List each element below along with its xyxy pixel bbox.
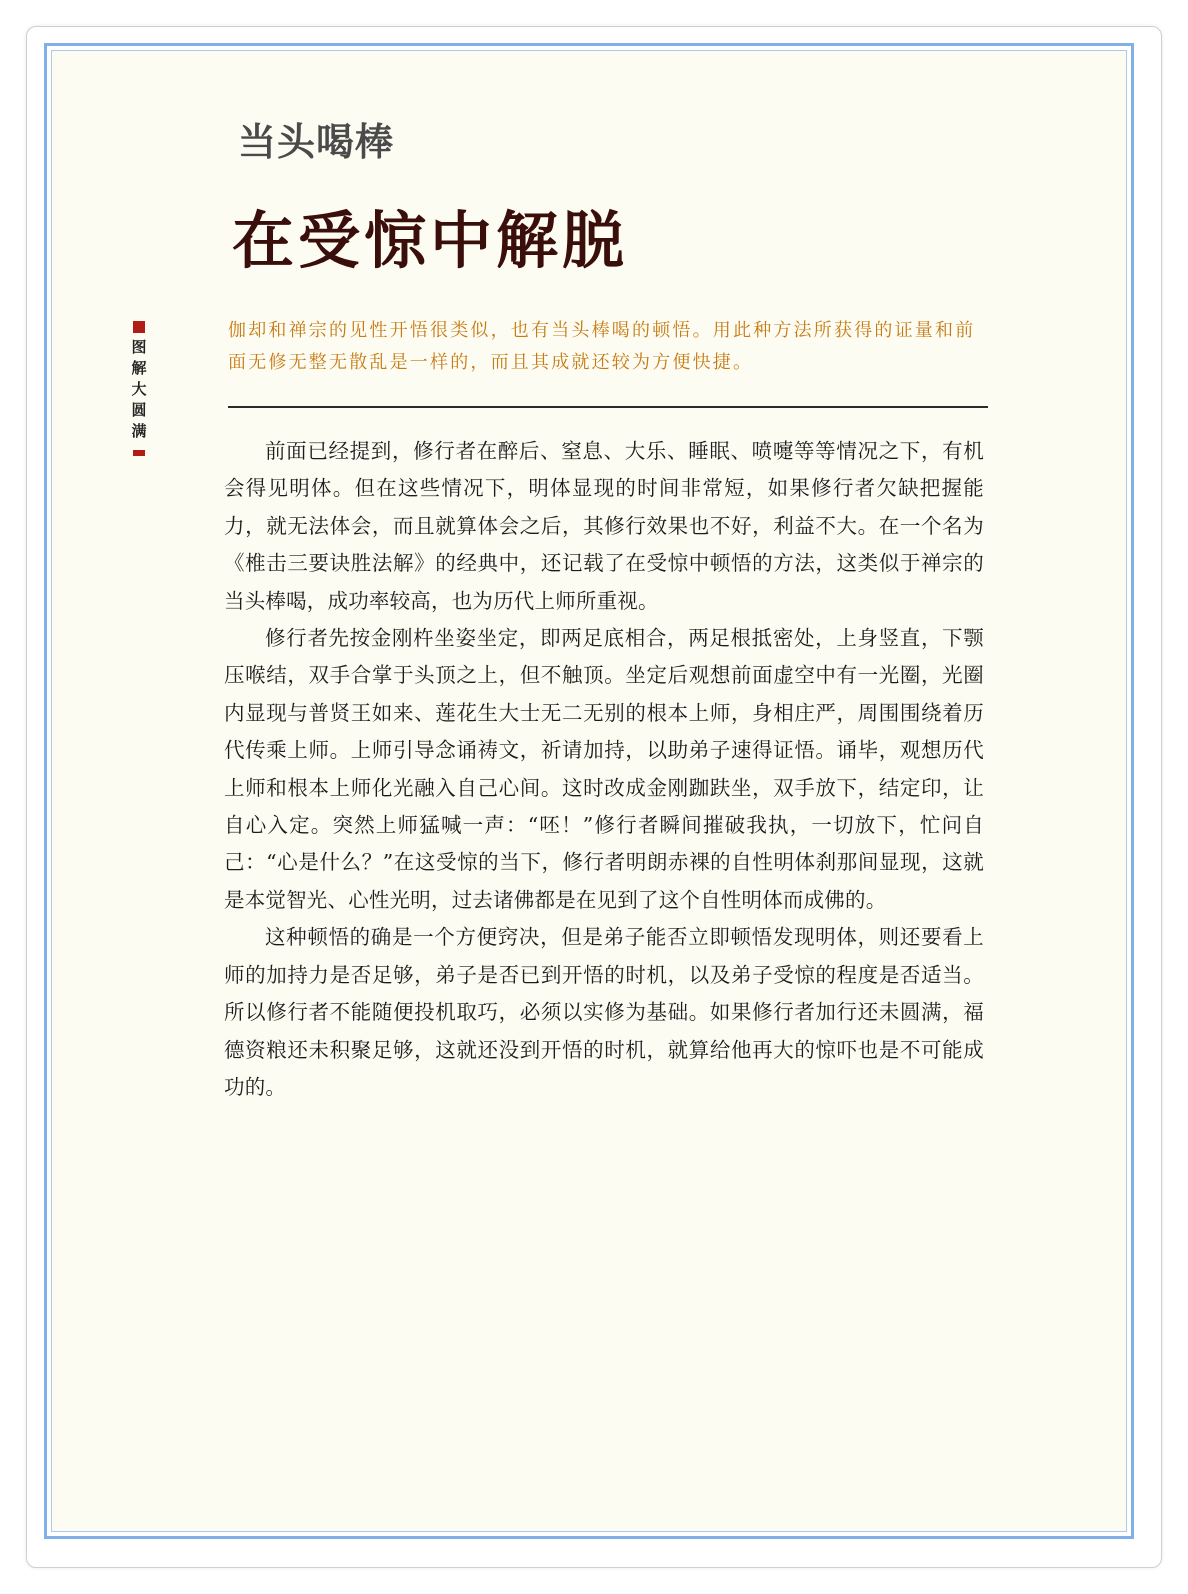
side-tab-label: 图解大圆满 bbox=[129, 339, 148, 444]
page-frame bbox=[44, 43, 1134, 1539]
intro-summary: 伽却和禅宗的见性开悟很类似，也有当头棒喝的顿悟。用此种方法所获得的证量和前面无修无整无散乱是一样的，而且其成就还较为方便快捷。 bbox=[228, 320, 976, 373]
side-tab-top-marker bbox=[133, 321, 145, 333]
section-kicker: 当头喝棒 bbox=[238, 120, 395, 164]
side-chapter-tab bbox=[124, 321, 154, 456]
paragraph-1: 前面已经提到，修行者在醉后、窒息、大乐、睡眠、喷嚏等等情况之下，有机会得见明体。但在这些情况下，明体显现的时间非常短，如果修行者欠缺把握能力，就无法体会，而且就算体会之后，其修行效果也不好，利益不大。在一个名为《椎击三要诀胜法解》的经典中，还记载了在受惊中顿悟的方法，这类似于禅宗的当头棒喝，成功率较高，也为历代上师所重视。 bbox=[224, 439, 984, 613]
body-text bbox=[224, 433, 984, 1106]
paragraph-3: 这种顿悟的确是一个方便窍决，但是弟子能否立即顿悟发现明体，则还要看上师的加持力是否足够，弟子是否已到开悟的时机，以及弟子受惊的程度是否适当。所以修行者不能随便投机取巧，必须以实修为基础。如果修行者加行还未圆满，福德资粮还未积聚足够，这就还没到开悟的时机，就算给他再大的惊吓也是不可能成功的。 bbox=[224, 925, 984, 1099]
paragraph-2: 修行者先按金刚杵坐姿坐定，即两足底相合，两足根抵密处，上身竖直，下颚压喉结，双手合掌于头顶之上，但不触顶。坐定后观想前面虚空中有一光圈，光圈内显现与普贤王如来、莲花生大士无二无别的根本上师，身相庄严，周围围绕着历代传乘上师。上师引导念诵祷文，祈请加持，以助弟子速得证悟。诵毕，观想历代上师和根本上师化光融入自己心间。这时改成金刚跏趺坐，双手放下，结定印，让自心入定。突然上师猛喊一声：“呸！”修行者瞬间摧破我执，一切放下，忙问自己：“心是什么？”在这受惊的当下，修行者明朗赤裸的自性明体刹那间显现，这就是本觉智光、心性光明，过去诸佛都是在见到了这个自性明体而成佛的。 bbox=[224, 626, 984, 912]
page-title: 在受惊中解脱 bbox=[232, 204, 629, 277]
side-tab-bottom-marker bbox=[133, 450, 145, 456]
book-page bbox=[51, 50, 1127, 1532]
section-divider bbox=[228, 406, 988, 408]
